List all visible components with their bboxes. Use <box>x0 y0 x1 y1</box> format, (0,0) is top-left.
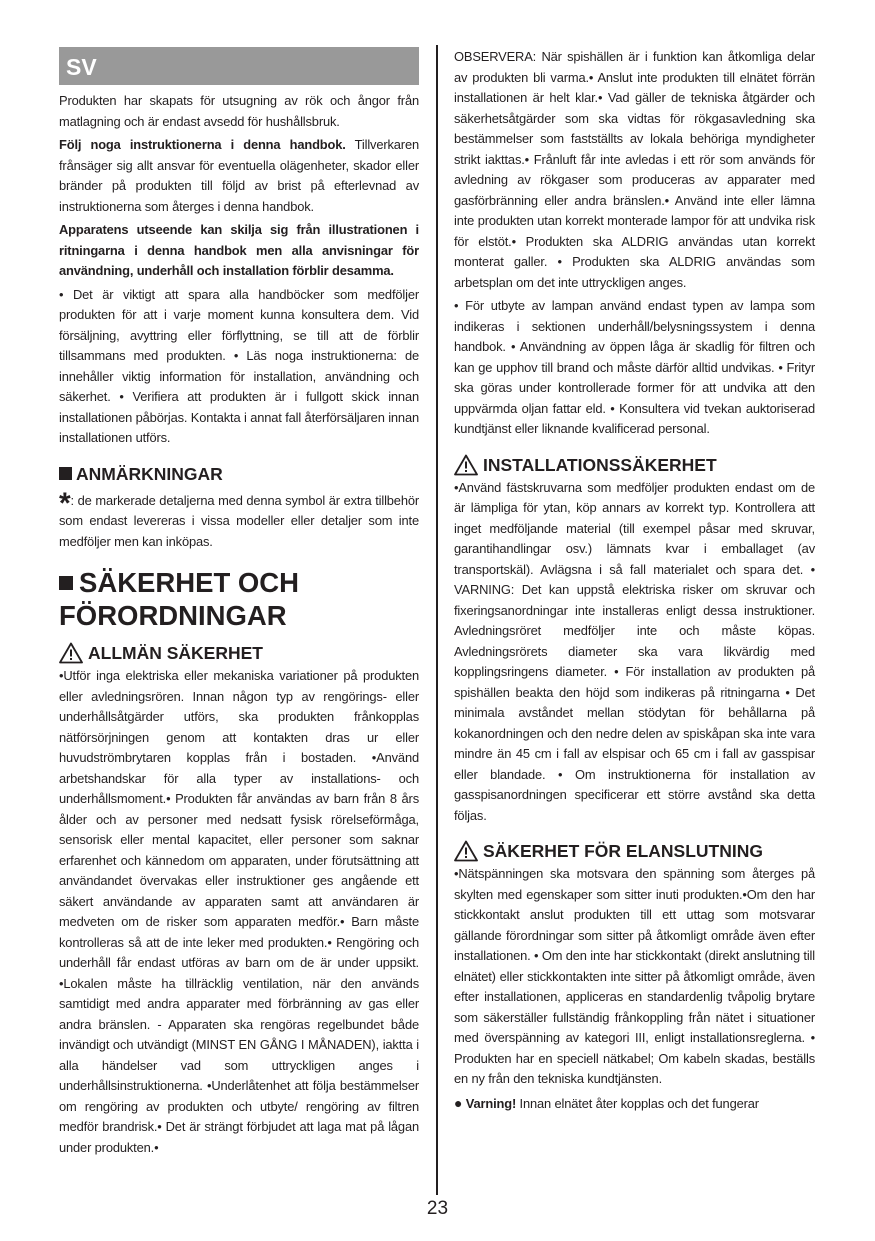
language-tag: SV <box>66 54 97 80</box>
bullet-dot-icon: ● <box>454 1094 463 1111</box>
electrical-safety-paragraph: •Nätspänningen ska motsvara den spänning som återges på skylten med egenskaper som sitter inuti produkten.•Om den har stickkontakt anslut produkten till ett uttag som motsvarar gällande förordningar som sitter på åtkomligt område även efter installationen. • Om den inte har stickkontakt (direkt anslutning till elnätet) eller stickkontakten inte sitter på åtkomligt område, även efter installationen, appliceras en standardenlig tvåpolig brytare som säkerställer fullständig frånkoppling från nätet i situationer med överspänning av kategori III, enligt installationsreglerna. • Produkten har en speciell nätkabel; Om kabeln skadas, beställs en ny från den tekniska kundtjänsten. <box>454 866 815 1086</box>
warning-paragraph <box>454 1093 815 1115</box>
notes-text: : de markerade detaljerna med denna symbol är extra tillbehör som endast levereras i vissa modeller eller detaljer som inte medföljer men kan inköpas. <box>59 492 419 549</box>
asterisk-icon: * <box>59 486 71 520</box>
notes-heading <box>59 463 419 485</box>
warning-triangle-icon <box>454 840 478 862</box>
installation-safety-paragraph: •Använd fästskruvarna som medföljer produkten endast om de är lämpliga för ytan, köp annars av korrekt typ. Kontrollera att inget medföljande material (till exempel påsar med skruvar, garantihandlingar osv.) lämnats kvar i emballaget (av transportskäl). Avlägsna i så fall materialet och spara det. • VARNING: Det kan uppstå elektriska risker om skruvar och fixeringsanordningar inte installeras enligt dessa instruktioner. Avledningsröret medföljer inte och måste köpas. Avledningsrörets diameter ska vara likvärdig med kopplingsringens diameter. • För installation av produkten på spishällen beakta den höjd som indikeras på ritningarna • Det minimala avståndet mellan stödytan för behållarna på kokanordningen och den nedre delen av spiskåpan ska inte vara mindre än 45 cm i fall av elspisar och 65 cm i fall av gasspisar eller blandade. • Om instruktionerna för installation av gasspisanordningen specificerar ett större avstånd ska detta följas. <box>454 479 815 823</box>
notes-heading-text: ANMÄRKNINGAR <box>76 463 223 484</box>
right-column <box>454 47 815 1117</box>
follow-instructions-bold: Följ noga instruktionerna i denna handbok. <box>59 137 346 152</box>
square-bullet-icon <box>59 467 72 480</box>
warning-triangle-icon <box>59 642 83 664</box>
square-bullet-icon <box>59 576 73 590</box>
appearance-bold: Apparatens utseende kan skilja sig från illustrationen i ritningarna i denna handbok men alla anvisningar för användning, underhåll och installation förblir desamma. <box>59 222 419 278</box>
safety-regulations-heading <box>59 566 419 632</box>
follow-instructions-paragraph <box>59 135 419 217</box>
warning-bold: Varning! <box>465 1095 517 1111</box>
electrical-safety-heading-text: SÄKERHET FÖR ELANSLUTNING <box>483 841 763 861</box>
electrical-safety-heading <box>454 840 815 862</box>
language-header-bar <box>59 47 419 85</box>
lamp-paragraph: • För utbyte av lampan använd endast typen av lampa som indikeras i sektionen underhåll/belysningssystem i denna handbok. • Användning av öppen låga är skadlig för filtren och kan ge upphov till brand och måste därför alltid undvikas. • Frityr ska göras under kontrollerade former för att undvika att den uppvärmda oljan fattar eld. • Konsultera vid tvekan auktoriserad kundtjänst eller liknande kvalificerad personal. <box>454 298 815 436</box>
left-column <box>59 47 419 1161</box>
installation-safety-heading <box>454 454 815 476</box>
general-safety-heading-text: ALLMÄN SÄKERHET <box>88 643 263 663</box>
notes-paragraph <box>59 486 419 553</box>
observe-paragraph: OBSERVERA: När spishällen är i funktion kan åtkomliga delar av produkten bli varma.• Anslut inte produkten till elnätet förrän installationen är helt klar.• Vad gäller de tekniska åtgärder och säkerhetsåtgärder som ska vidtas för rökgasavledning ska bestämmelser som fastställts av lokala behöriga myndigheter strikt iakttas.• Frånluft får inte avledas i ett rör som används för avledning av rökgaser som produceras av apparater med gasförbränning eller andra bränslen.• Använd inte eller lämna inte produkten utan korrekt monterade lampor för att undvika risk för elstöt.• Produkten ska ALDRIG användas utan korrekt monterat galler. • Produkten ska ALDRIG användas som arbetsplan om det inte uttryckligen anges. <box>454 49 815 290</box>
warning-text: Innan elnätet åter kopplas och det fungerar <box>516 1095 759 1111</box>
safety-heading-line1: SÄKERHET OCH <box>79 567 300 598</box>
page-number: 23 <box>426 1198 449 1219</box>
safety-heading-line2: FÖRORDNINGAR <box>59 600 287 631</box>
keep-manuals-paragraph: • Det är viktigt att spara alla handböcker som medföljer produkten för att i varje moment kunna konsultera dem. Vid försäljning, avyttring eller förflyttning, se till att de förblir tillsammans med produkten. • Läs noga instruktionerna: de innehåller viktig information för installation, användning och säkerhet. • Verifiera att produkten är i fullgott skick innan installationen påbörjas. Kontakta i annat fall återförsäljaren innan installationen utförs. <box>59 286 419 445</box>
follow-instructions-text: Tillverkaren frånsäger sig allt ansvar för eventuella olägenheter, skador eller bränder på produkten till följd av brist på efterlevnad av instruktionerna som återges i denna handbok. <box>59 137 419 214</box>
installation-safety-heading-text: INSTALLATIONSSÄKERHET <box>483 454 717 475</box>
warning-triangle-icon <box>454 454 478 476</box>
intro-paragraph: Produkten har skapats för utsugning av rök och ångor från matlagning och är endast avsedd för hushållsbruk. <box>59 93 419 129</box>
general-safety-heading <box>59 642 419 664</box>
column-divider <box>436 45 438 1195</box>
appearance-paragraph <box>59 220 419 282</box>
general-safety-paragraph: •Utför inga elektriska eller mekaniska variationer på produkten eller avledningsrören. Innan någon typ av rengörings- eller underhållsåtgärder utförs, ska produkten frånkopplas nätförsörjningen genom att kontakten dras ur eller huvudströmbrytaren kopplas från i bostaden. •Använd arbetshandskar för alla typer av installations- och underhållsmoment.• Produkten får användas av barn från 8 års ålder och av personer med nedsatt fysisk rörelseförmåga, sensorisk eller mental kapacitet, eller personer som saknar erfarenhet och kännedom om apparaten, under förutsättning att användandet övervakas eller instruktioner ges angående ett säkert användande av apparaten samt att användaren är medveten om de risker som apparaten medför.• Barn måste kontrolleras så att de inte leker med produkten.• Rengöring och underhåll får endast utföras av barn om de är under uppsikt. •Lokalen måste ha tillräcklig ventilation, när den används samtidigt med andra apparater med förbränning av gas eller andra bränslen. - Apparaten ska rengöras regelbundet både invändigt och utvändigt (MINST EN GÅNG I MÅNADEN), iaktta i alla händelser vad som uttryckligen anges i underhållsinstruktionerna. •Underlåtenhet att följa bestämmelser om rengöring av produkten och utbyte/ rengöring av filtren medför brandrisk.• Det är strängt förbjudet att laga mat på lågan under produkten.• <box>59 668 419 1155</box>
